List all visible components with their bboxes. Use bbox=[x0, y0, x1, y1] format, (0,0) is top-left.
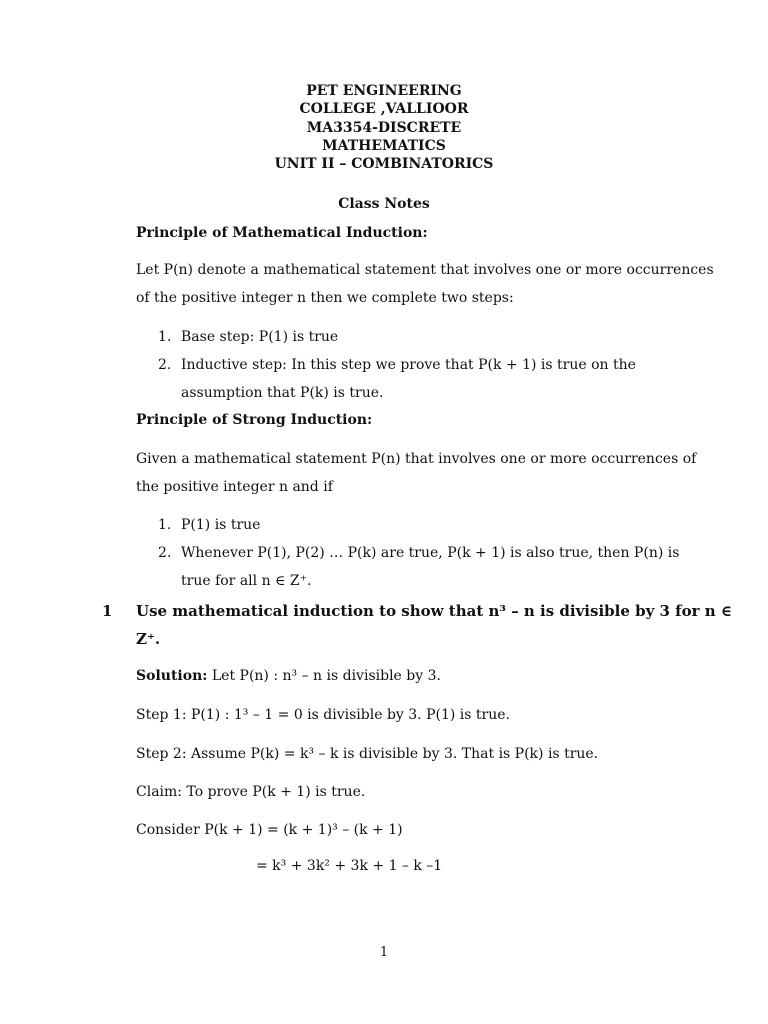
question-number: 1 bbox=[102, 602, 113, 620]
unit-title: UNIT II – COMBINATORICS bbox=[274, 156, 494, 172]
solution-line bbox=[136, 668, 441, 684]
strong-item-2-line1: Whenever P(1), P(2) … P(k) are true, P(k + 1) is also true, then P(n) is bbox=[181, 545, 680, 561]
college-name-line2: COLLEGE ,VALLIOOR bbox=[299, 101, 469, 117]
induction-item-number: 2. bbox=[158, 357, 172, 373]
inductive-step-item-line2: assumption that P(k) is true. bbox=[181, 385, 384, 401]
question-text-line2: Z⁺. bbox=[136, 630, 161, 648]
consider-line: Consider P(k + 1) = (k + 1)³ – (k + 1) bbox=[136, 822, 403, 838]
solution-label: Solution: bbox=[136, 668, 208, 684]
induction-paragraph-line2: of the positive integer n then we complete two steps: bbox=[136, 290, 514, 306]
induction-paragraph-line1: Let P(n) denote a mathematical statement that involves one or more occurrences bbox=[136, 262, 714, 278]
strong-item-number: 2. bbox=[158, 545, 172, 561]
strong-induction-paragraph-line2: the positive integer n and if bbox=[136, 479, 333, 495]
solution-text: Let P(n) : n³ – n is divisible by 3. bbox=[211, 668, 441, 684]
class-notes-heading: Class Notes bbox=[338, 196, 430, 212]
expansion-line: = k³ + 3k² + 3k + 1 – k –1 bbox=[256, 858, 443, 874]
strong-induction-heading: Principle of Strong Induction: bbox=[136, 412, 373, 428]
question-text-line1: Use mathematical induction to show that n³ – n is divisible by 3 for n ∈ bbox=[136, 602, 733, 620]
step2-line: Step 2: Assume P(k) = k³ – k is divisible by 3. That is P(k) is true. bbox=[136, 746, 599, 762]
course-code-line: MA3354-DISCRETE bbox=[306, 120, 462, 136]
claim-line: Claim: To prove P(k + 1) is true. bbox=[136, 784, 366, 800]
college-name-line1: PET ENGINEERING bbox=[306, 83, 462, 99]
base-step-item: Base step: P(1) is true bbox=[181, 329, 339, 345]
strong-item-1: P(1) is true bbox=[181, 517, 261, 533]
strong-item-2-line2: true for all n ∈ Z⁺. bbox=[181, 573, 312, 589]
induction-heading: Principle of Mathematical Induction: bbox=[136, 225, 428, 241]
course-name-line: MATHEMATICS bbox=[322, 138, 446, 154]
strong-induction-paragraph-line1: Given a mathematical statement P(n) that involves one or more occurrences of bbox=[136, 451, 697, 467]
strong-item-number: 1. bbox=[158, 517, 172, 533]
step1-line: Step 1: P(1) : 1³ – 1 = 0 is divisible by 3. P(1) is true. bbox=[136, 707, 510, 723]
inductive-step-item-line1: Inductive step: In this step we prove that P(k + 1) is true on the bbox=[181, 357, 636, 373]
induction-item-number: 1. bbox=[158, 329, 172, 345]
page-number: 1 bbox=[379, 945, 389, 960]
